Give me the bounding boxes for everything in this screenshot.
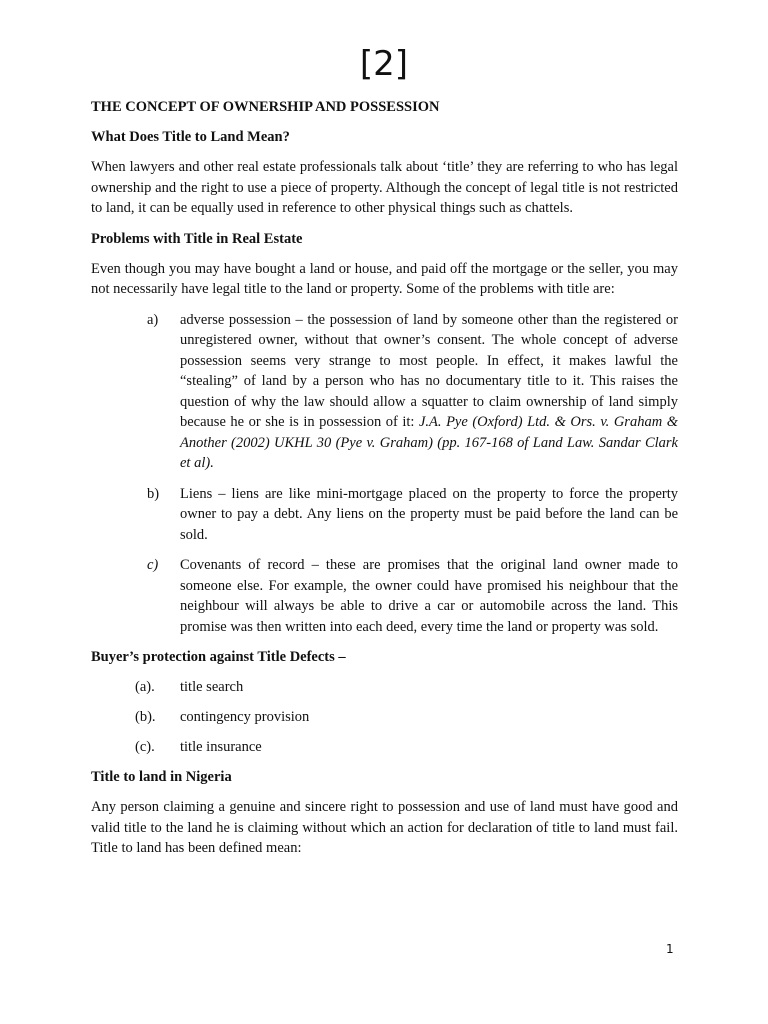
section-heading-title-problems: Problems with Title in Real Estate <box>91 230 303 247</box>
section-paragraph-title-meaning: When lawyers and other real estate professionals talk about ‘title’ they are referring to who has legal ownership and the right to use a piece of property. Although the concept of legal title is not restricted to land, it can be equally used in reference to other physical things such as chattels. <box>91 159 678 216</box>
list-item <box>91 737 678 757</box>
list-item-liens <box>91 484 678 546</box>
list-marker: a) <box>147 311 159 328</box>
section-paragraph-title-problems: Even though you may have bought a land or house, and paid off the mortgage or the seller, you may not necessarily have legal title to the land or property. Some of the problems with title are: <box>91 260 678 297</box>
list-marker: (c). <box>135 739 155 755</box>
page-marker: [2] <box>359 44 409 84</box>
list-item-adverse-possession <box>91 310 678 474</box>
list-item-covenants <box>91 555 678 637</box>
list-item-text: contingency provision <box>180 709 310 725</box>
document-body <box>91 97 678 869</box>
section-heading-nigeria: Title to land in Nigeria <box>91 769 232 785</box>
list-item <box>91 677 678 697</box>
list-marker: c) <box>147 557 159 573</box>
list-item-text: title search <box>180 679 244 695</box>
list-marker: (a). <box>135 679 155 695</box>
list-marker: b) <box>147 485 160 502</box>
list-item-text: Liens – liens are like mini-mortgage placed on the property to force the property owner to pay a debt. Any liens on the property must be paid before the land can be sold. <box>180 485 678 543</box>
list-item-text: adverse possession – the possession of land by someone other than the registered or unregistered owner, without that owner’s consent. The whole concept of adverse possession seems very strange to most people. In effect, it makes lawful the “stealing” of land by a person who has no documentary title to it. This raises the question of why the law should allow a squatter to claim ownership of land simply because he or she is in possession of it: <box>180 311 678 430</box>
document-title: THE CONCEPT OF OWNERSHIP AND POSSESSION <box>91 99 440 115</box>
section-heading-title-meaning: What Does Title to Land Mean? <box>91 129 290 145</box>
section-paragraph-nigeria: Any person claiming a genuine and sincere right to possession and use of land must have good and valid title to the land he is claiming without which an action for declaration of title to land must fail. Title to land has been defined mean: <box>91 799 678 856</box>
list-item <box>91 707 678 727</box>
protection-list <box>91 677 678 757</box>
list-item-text: title insurance <box>180 739 262 755</box>
page-number: 1 <box>666 942 674 956</box>
list-marker: (b). <box>135 709 156 725</box>
list-item-text: Covenants of record – these are promises that the original land owner made to someone else. For example, the owner could have promised his neighbour that the neighbour will always be able to drive a car or automobile across the land. This promise was then written into each deed, every time the land or property was sold. <box>180 557 678 635</box>
section-heading-buyer-protection: Buyer’s protection against Title Defects – <box>91 649 346 665</box>
case-citation: J.A. Pye (Oxford) Ltd. & Ors. v. Graham & Another (2002) UKHL 30 (Pye v. Graham) (pp. 167-168 of Land Law. Sandar Clark et al). <box>180 414 678 471</box>
problems-list <box>91 310 678 638</box>
